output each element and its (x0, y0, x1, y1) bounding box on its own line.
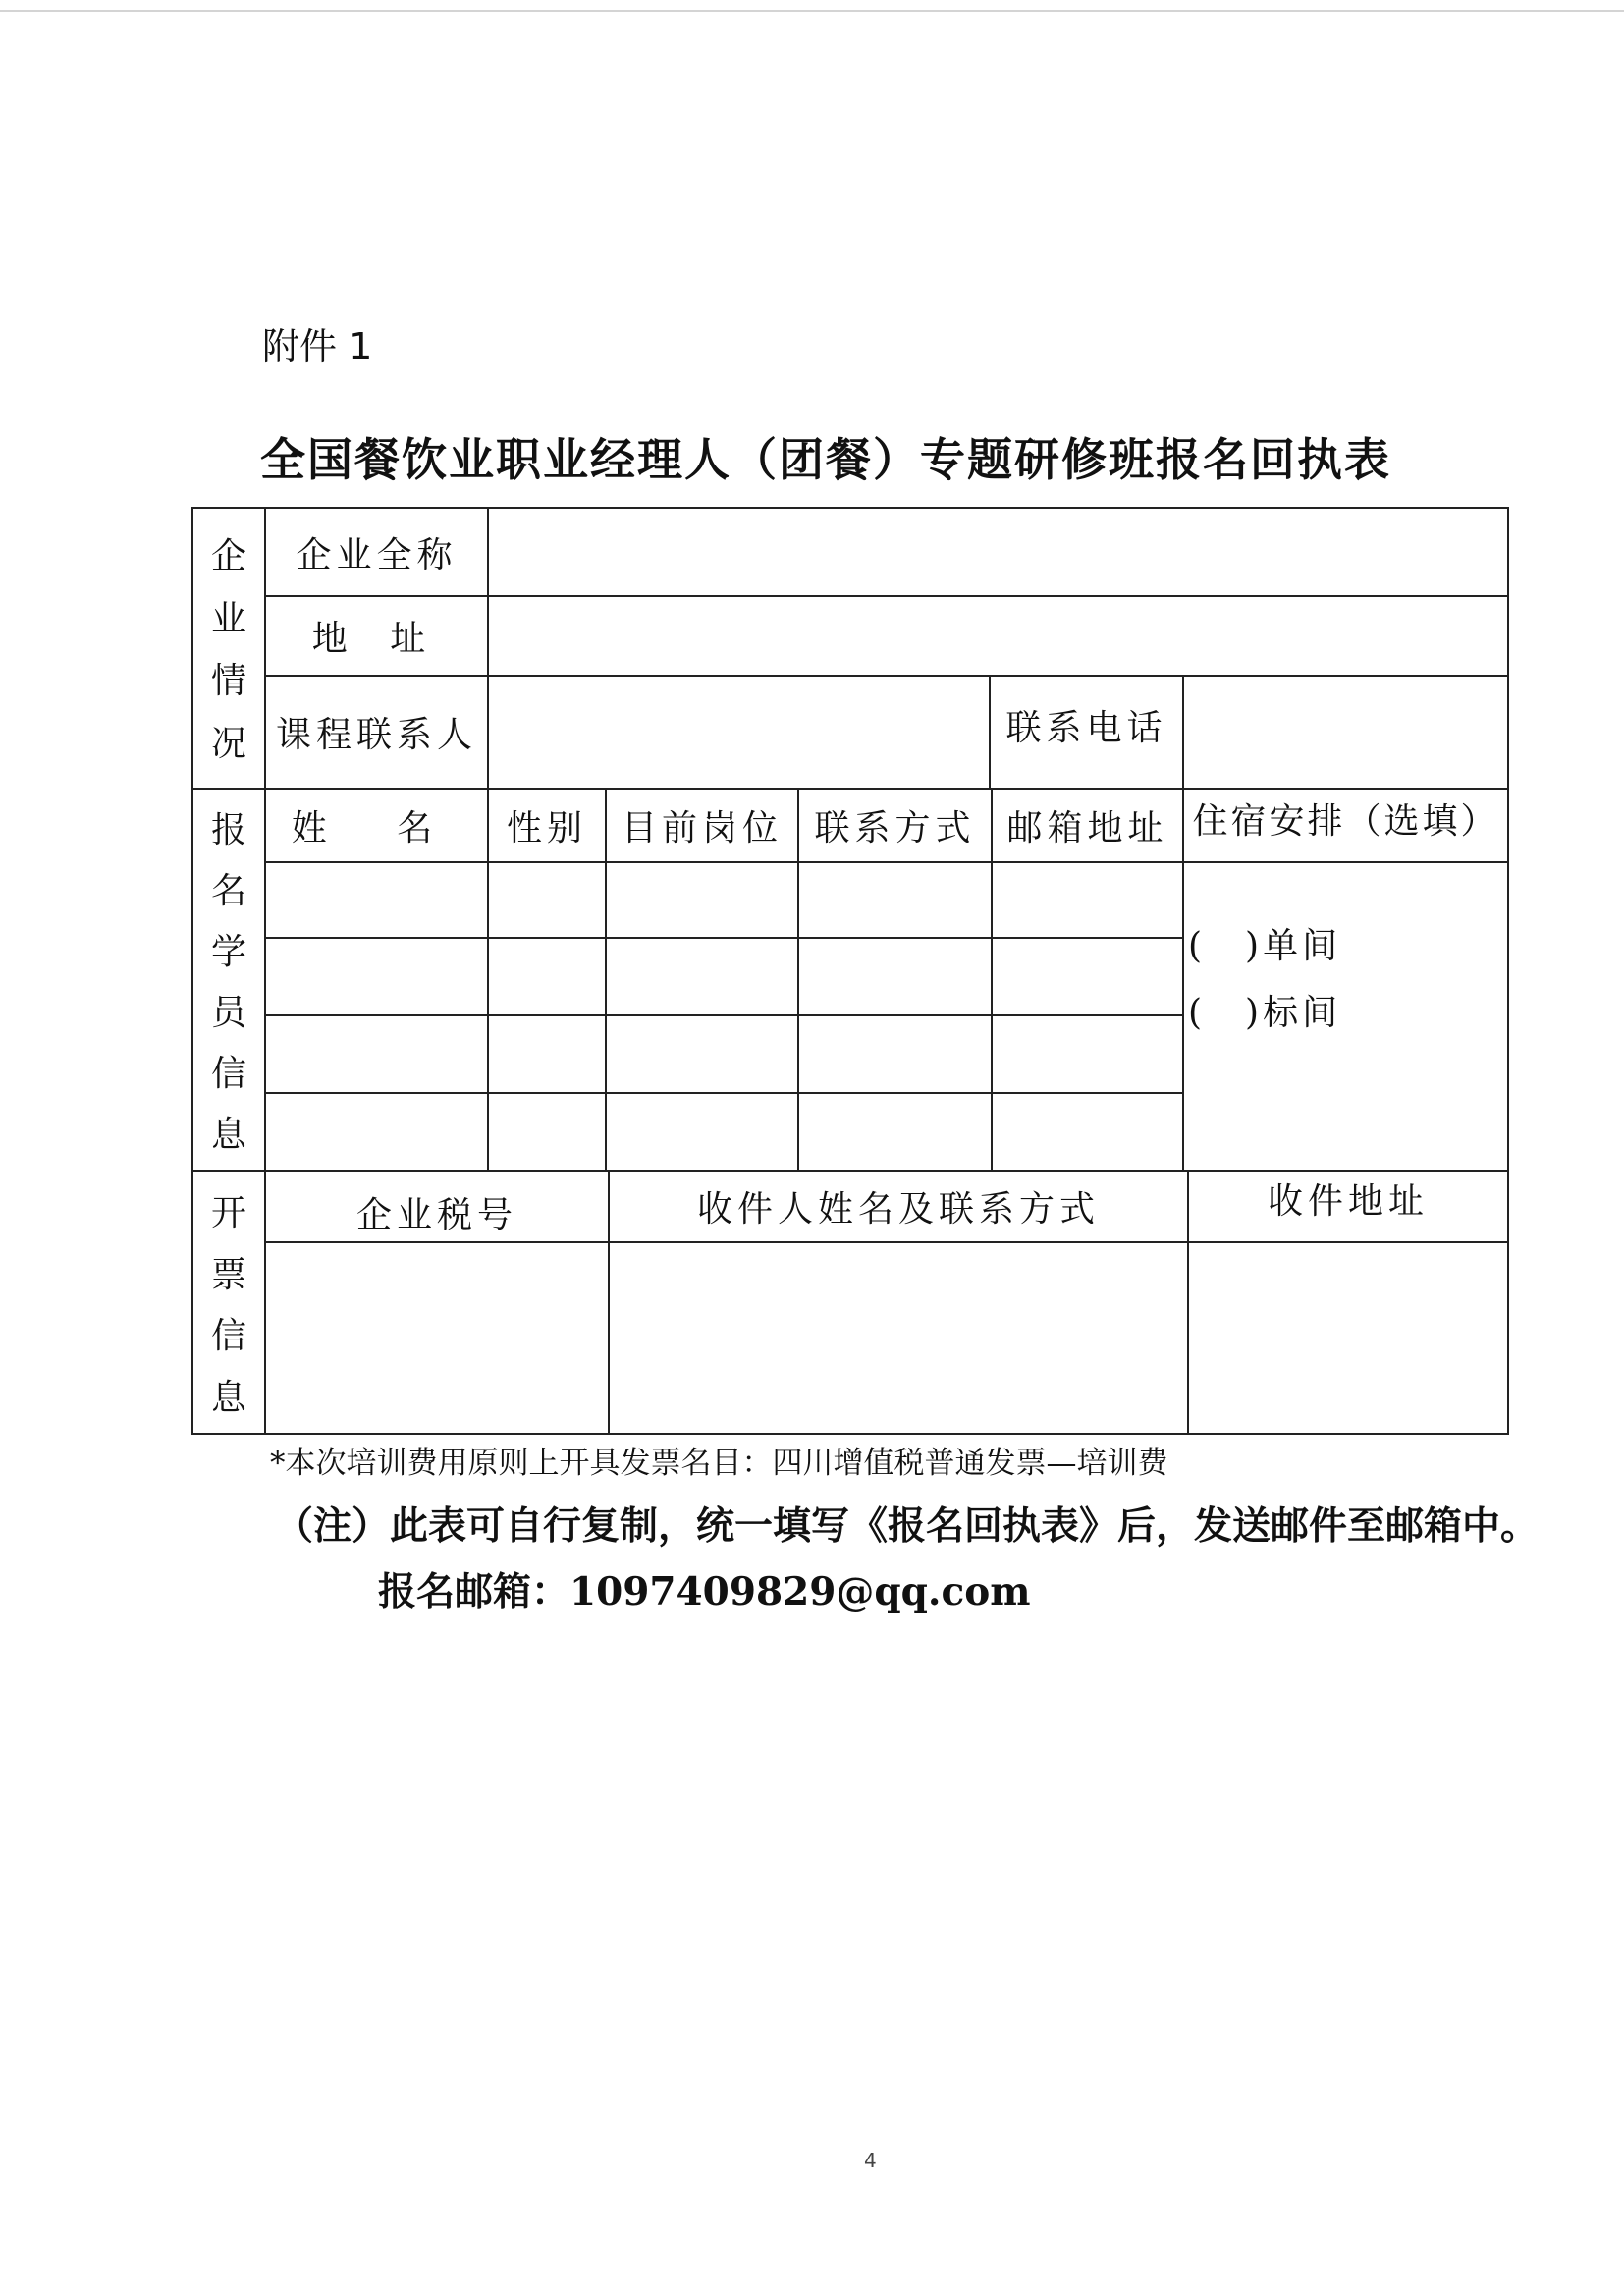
student-row[interactable] (266, 1094, 1183, 1170)
student-row[interactable] (266, 939, 1183, 1014)
page-number: 4 (864, 2149, 877, 2172)
header-name: 姓 名 (291, 808, 462, 848)
contact-phone-label: 联系电话 (1005, 707, 1167, 748)
header-tax-id: 企业税号 (355, 1195, 517, 1235)
header-mail-address: 收件地址 (1267, 1180, 1429, 1222)
room-option-single[interactable]: ( )单间 (1188, 926, 1342, 966)
email-line: 报名邮箱：1097409829@qq.com (378, 1569, 1031, 1614)
room-option-double[interactable]: ( )标间 (1188, 993, 1342, 1033)
contact-person-field[interactable] (489, 677, 989, 788)
student-row[interactable] (266, 863, 1183, 937)
student-row[interactable] (266, 1016, 1183, 1092)
company-address-label: 地 址 (311, 619, 442, 659)
company-address-field[interactable] (489, 597, 1507, 675)
invoice-note: *本次培训费用原则上开具发票名目：四川增值税普通发票—培训费 (270, 1446, 1168, 1481)
company-full-name-field[interactable] (489, 509, 1507, 595)
form-title: 全国餐饮业职业经理人（团餐）专题研修班报名回执表 (260, 433, 1391, 486)
tax-id-field[interactable] (266, 1243, 608, 1433)
invoice-section-label: 开 票 信 息 (210, 1193, 246, 1418)
copy-note: （注）此表可自行复制，统一填写《报名回执表》后，发送邮件至邮箱中。 (275, 1503, 1540, 1549)
header-gender: 性别 (506, 808, 587, 848)
mail-address-field[interactable] (1189, 1243, 1507, 1433)
header-email: 邮箱地址 (1006, 808, 1168, 848)
company-section-label: 企 业 情 况 (210, 535, 246, 765)
header-position: 目前岗位 (621, 808, 783, 848)
company-full-name-label: 企业全称 (296, 534, 458, 575)
header-accommodation: 住宿安排（选填） (1192, 800, 1499, 842)
header-recipient: 收件人姓名及联系方式 (696, 1189, 1100, 1230)
recipient-field[interactable] (610, 1243, 1187, 1433)
header-contact: 联系方式 (814, 808, 976, 848)
contact-person-label: 课程联系人 (275, 715, 477, 755)
attachment-label: 附件 1 (262, 325, 373, 368)
student-section-label: 报 名 学 员 信 息 (210, 810, 246, 1155)
contact-phone-field[interactable] (1184, 677, 1507, 788)
